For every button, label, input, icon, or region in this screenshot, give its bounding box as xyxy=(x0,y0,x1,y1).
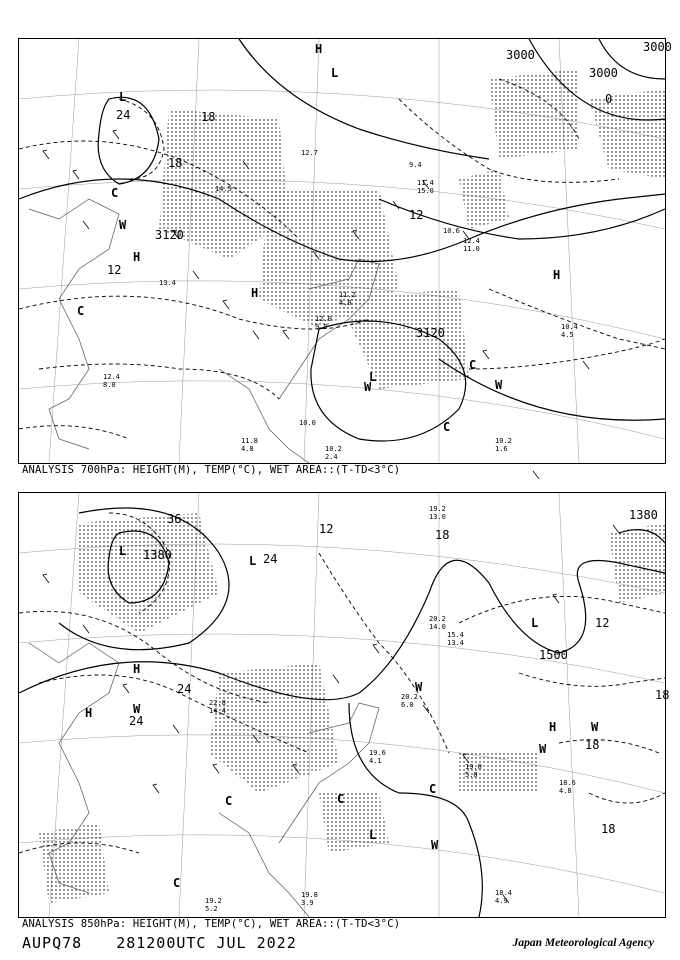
center-mark: C xyxy=(173,876,181,890)
station-value: 3.9 xyxy=(301,899,314,907)
temperature-label: 36 xyxy=(167,512,182,526)
center-mark: H xyxy=(133,250,141,264)
station-value: 10.0 xyxy=(299,419,316,427)
station-value: 9.4 xyxy=(409,161,422,169)
station-value: 2.4 xyxy=(325,453,338,461)
center-mark: W xyxy=(415,680,423,694)
temperature-label: 12 xyxy=(107,263,122,277)
temperature-label: 0 xyxy=(605,92,613,106)
station-value: 10.2 xyxy=(325,445,342,453)
station-value: 4.8 xyxy=(241,445,254,453)
center-mark: H xyxy=(85,706,93,720)
temperature-label: 18 xyxy=(201,110,216,124)
station-value: 14.0 xyxy=(429,623,446,631)
temperature-label: 18 xyxy=(435,528,450,542)
chart-code: AUPQ78 xyxy=(22,934,83,952)
station-value: 20.2 xyxy=(429,615,446,623)
center-mark: W xyxy=(539,742,547,756)
station-value: 12.4 xyxy=(103,373,120,381)
station-value: 14.5 xyxy=(215,185,232,193)
temperature-label: 12 xyxy=(319,522,334,536)
height-label: 3120 xyxy=(416,326,445,340)
station-value: 13.4 xyxy=(159,279,176,287)
station-value: 12.0 xyxy=(315,315,332,323)
station-value: 19.6 xyxy=(369,749,386,757)
map-700hpa-svg xyxy=(19,39,672,463)
temperature-label: 18 xyxy=(655,688,670,702)
height-label: 3000 xyxy=(643,40,672,54)
temperature-label: 18 xyxy=(601,822,616,836)
station-value: 11.8 xyxy=(241,437,258,445)
agency-name: Japan Meteorological Agency xyxy=(512,937,654,949)
height-label: 3000 xyxy=(506,48,535,62)
temperature-label: 24 xyxy=(116,108,131,122)
station-value: 4.9 xyxy=(495,897,508,905)
station-value: 15.0 xyxy=(417,187,434,195)
height-label: 3120 xyxy=(155,228,184,242)
station-value: 4.1 xyxy=(369,757,382,765)
station-value: 18.6 xyxy=(559,779,576,787)
chart-datetime: 281200UTC JUL 2022 xyxy=(116,934,297,952)
map-850hpa-svg xyxy=(19,493,670,917)
center-mark: H xyxy=(553,268,561,282)
station-value: 10.2 xyxy=(495,437,512,445)
station-value: 11.0 xyxy=(463,245,480,253)
temperature-label: 18 xyxy=(168,156,183,170)
station-value: 22.8 xyxy=(209,699,226,707)
center-mark: W xyxy=(119,218,127,232)
center-mark: C xyxy=(337,792,345,806)
center-mark: C xyxy=(443,420,451,434)
station-value: 19.2 xyxy=(429,505,446,513)
height-label: 3000 xyxy=(589,66,618,80)
caption-850hpa: ANALYSIS 850hPa: HEIGHT(M), TEMP(°C), WET AREA::(T-TD<3°C) xyxy=(22,918,401,930)
temperature-label: 24 xyxy=(129,714,144,728)
station-value: 11.2 xyxy=(339,291,356,299)
station-value: 10.6 xyxy=(443,227,460,235)
temperature-label: 12 xyxy=(409,208,424,222)
map-panel-700hpa xyxy=(18,38,672,464)
temperature-label: 18 xyxy=(585,738,600,752)
center-mark: L xyxy=(331,66,339,80)
center-mark: C xyxy=(429,782,437,796)
station-value: 13.4 xyxy=(447,639,464,647)
center-mark: L xyxy=(369,370,377,384)
wet-areas xyxy=(159,69,665,389)
center-mark: C xyxy=(77,304,85,318)
station-value: 9.0 xyxy=(315,323,328,331)
station-value: 20.2 xyxy=(401,693,418,701)
station-value: 5.2 xyxy=(205,905,218,913)
center-mark: H xyxy=(549,720,557,734)
station-value: 18.4 xyxy=(495,889,512,897)
station-value: 4.8 xyxy=(559,787,572,795)
station-value: 19.8 xyxy=(301,891,318,899)
height-label: 1380 xyxy=(143,548,172,562)
station-value: 4.0 xyxy=(339,299,352,307)
center-mark: H xyxy=(251,286,259,300)
station-value: 10.4 xyxy=(561,323,578,331)
center-mark: W xyxy=(495,378,503,392)
center-mark: W xyxy=(133,702,141,716)
center-mark: L xyxy=(531,616,539,630)
station-value: 15.4 xyxy=(447,631,464,639)
temperature-label: 12 xyxy=(595,616,610,630)
center-mark: L xyxy=(249,554,257,568)
station-value: 12.7 xyxy=(301,149,318,157)
center-mark: W xyxy=(364,380,372,394)
temperature-label: 24 xyxy=(177,682,192,696)
station-value: 11.4 xyxy=(417,179,434,187)
center-mark: L xyxy=(119,90,127,104)
center-mark: C xyxy=(469,358,477,372)
map-panel-850hpa xyxy=(18,492,670,918)
center-mark: H xyxy=(133,662,141,676)
center-mark: W xyxy=(431,838,439,852)
station-value: 4.5 xyxy=(561,331,574,339)
station-value: 12.4 xyxy=(463,237,480,245)
center-mark: C xyxy=(225,794,233,808)
height-label: 1380 xyxy=(629,508,658,522)
center-mark: H xyxy=(315,42,323,56)
station-value: 14.4 xyxy=(209,707,226,715)
center-mark: L xyxy=(119,544,127,558)
center-mark: C xyxy=(111,186,119,200)
station-value: 5.0 xyxy=(465,771,478,779)
height-label: 1500 xyxy=(539,648,568,662)
station-value: 19.2 xyxy=(205,897,222,905)
chart-header xyxy=(22,934,297,952)
temperature-label: 24 xyxy=(263,552,278,566)
station-value: 13.0 xyxy=(429,513,446,521)
center-mark: L xyxy=(369,828,377,842)
station-value: 6.0 xyxy=(401,701,414,709)
caption-700hpa: ANALYSIS 700hPa: HEIGHT(M), TEMP(°C), WET AREA::(T-TD<3°C) xyxy=(22,464,401,476)
center-mark: W xyxy=(591,720,599,734)
station-value: 19.0 xyxy=(465,763,482,771)
station-value: 1.6 xyxy=(495,445,508,453)
station-value: 8.0 xyxy=(103,381,116,389)
